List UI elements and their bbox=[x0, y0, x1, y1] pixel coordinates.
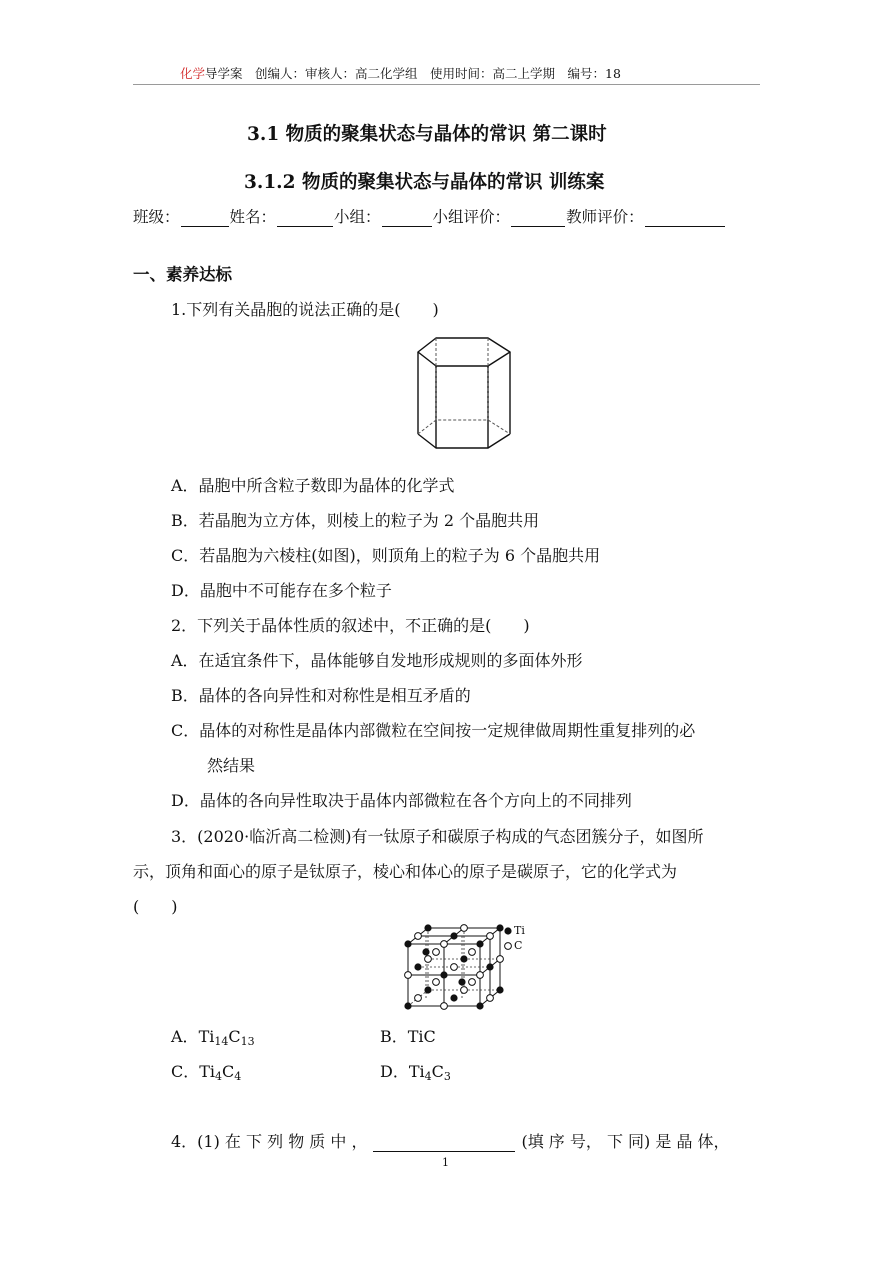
section-heading: 一、素养达标 bbox=[133, 265, 232, 284]
class-label: 班级： bbox=[133, 208, 180, 226]
q3-stem-line1: 3．(2020·临沂高二检测)有一钛原子和碳原子构成的气态团簇分子，如图所 bbox=[171, 827, 704, 846]
q2-option-d: D．晶体的各向异性取决于晶体内部微粒在各个方向上的不同排列 bbox=[171, 791, 632, 810]
q1-option-a: A．晶胞中所含粒子数即为晶体的化学式 bbox=[171, 476, 455, 495]
q3-option-b: B．TiC bbox=[380, 1027, 436, 1046]
q1-option-c: C．若晶胞为六棱柱(如图)，则顶角上的粒子为 6 个晶胞共用 bbox=[171, 546, 601, 565]
teacher-eval-label: 教师评价： bbox=[566, 208, 644, 226]
name-label: 姓名： bbox=[229, 208, 277, 226]
hexagonal-prism-figure bbox=[414, 336, 514, 452]
q3-stem-line2: 示，顶角和面心的原子是钛原子，棱心和体心的原子是碳原子，它的化学式为 bbox=[133, 862, 678, 881]
page-subtitle: 3.1.2 物质的聚集状态与晶体的常识 训练案 bbox=[244, 172, 605, 193]
q2-option-b: B．晶体的各向异性和对称性是相互矛盾的 bbox=[171, 686, 471, 705]
header-subject: 化学 bbox=[180, 66, 206, 81]
page-title: 3.1 物质的聚集状态与晶体的常识 第二课时 bbox=[247, 124, 607, 145]
q2-stem: 2．下列关于晶体性质的叙述中，不正确的是( ) bbox=[171, 616, 530, 635]
q1-stem: 1.下列有关晶胞的说法正确的是( ) bbox=[171, 300, 439, 319]
q3-option-c: C．$Ti_4C_4$ bbox=[171, 1062, 242, 1083]
student-info-line bbox=[133, 205, 726, 227]
q3-option-a: A．$Ti_{14}C_{13}$ bbox=[171, 1027, 255, 1048]
group-eval-label: 小组评价： bbox=[432, 208, 511, 226]
legend-ti-label: Ti bbox=[514, 924, 525, 937]
teacher-eval-blank[interactable] bbox=[645, 210, 725, 227]
ti-c-cluster-figure bbox=[400, 922, 530, 1012]
q2-option-a: A．在适宜条件下，晶体能够自发地形成规则的多面体外形 bbox=[171, 651, 583, 670]
group-eval-blank[interactable] bbox=[511, 210, 565, 227]
q4-text-after: (填 序 号， 下 同) 是 晶 体， bbox=[521, 1132, 730, 1151]
page-header bbox=[180, 64, 621, 82]
class-blank[interactable] bbox=[181, 210, 229, 227]
header-divider bbox=[133, 84, 760, 85]
q3-option-d: D．$Ti_4C_3$ bbox=[380, 1062, 451, 1083]
q2-option-c: C．晶体的对称性是晶体内部微粒在空间按一定规律做周期性重复排列的必 bbox=[171, 721, 696, 740]
q2-option-c-cont: 然结果 bbox=[207, 756, 256, 775]
q1-option-d: D．晶胞中不可能存在多个粒子 bbox=[171, 581, 392, 600]
group-label: 小组： bbox=[334, 208, 381, 226]
q4-answer-blank[interactable] bbox=[373, 1135, 515, 1152]
page-number: 1 bbox=[442, 1156, 449, 1169]
legend-c-label: C bbox=[514, 939, 523, 952]
q4-text-before: 4．(1) 在 下 列 物 质 中 ， bbox=[171, 1132, 368, 1151]
q1-option-b: B．若晶胞为立方体，则棱上的粒子为 2 个晶胞共用 bbox=[171, 511, 540, 530]
q3-stem-line3: ( ) bbox=[133, 897, 178, 916]
header-info: 导学案 创编人：审核人：高二化学组 使用时间：高二上学期 编号：18 bbox=[205, 66, 621, 81]
group-blank[interactable] bbox=[382, 210, 432, 227]
name-blank[interactable] bbox=[277, 210, 333, 227]
q4-line1 bbox=[171, 1129, 730, 1152]
